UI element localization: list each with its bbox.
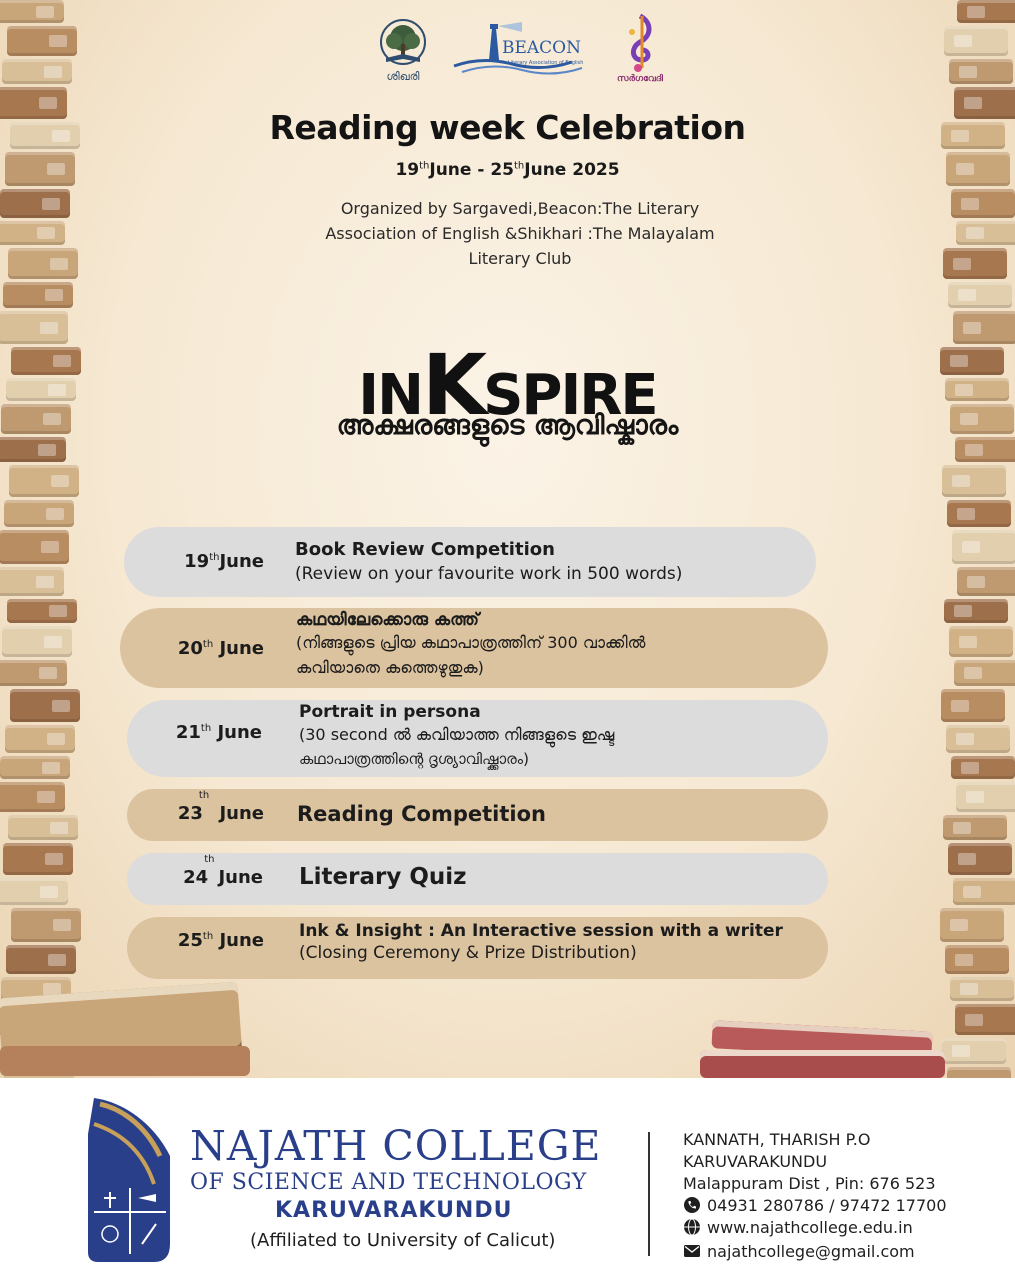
event-desc-line: (Closing Ceremony & Prize Distribution) [299,943,637,963]
date-day: 23 [177,803,203,824]
date-day: 24 [183,867,209,888]
book-band [49,605,67,617]
event-title: Book Review Competition [295,539,555,560]
book-band [959,636,977,648]
decorative-book [945,945,1009,974]
email-contact[interactable] [683,1242,915,1261]
start-day: 19 [395,160,420,180]
schedule-event [299,921,783,966]
book-band [38,444,56,456]
decorative-book [0,530,69,564]
decorative-book [942,1038,1006,1064]
date-month: June [219,803,264,824]
book-band [53,919,71,931]
book-band [959,66,977,78]
organized-by: Organized by Sargavedi,Beacon:The Literary Association of English &Shikhari :The Malayalam Literary Club [325,199,715,268]
book-band [45,289,63,301]
decorative-book [0,189,70,218]
decorative-book [8,248,78,279]
footer [0,1078,1015,1280]
decorative-book [957,0,1015,23]
book-band [42,762,60,774]
end-day-suffix: th [514,160,525,172]
event-name-part1: IN [358,363,422,428]
book-band [47,733,65,745]
decorative-book [953,878,1015,905]
globe-icon [683,1218,701,1236]
start-day-suffix: th [419,160,430,172]
date-suffix: th [202,639,214,650]
schedule-date [127,854,263,888]
schedule-row [127,853,828,905]
decorative-book [3,843,73,875]
decorative-book [947,1067,1011,1078]
phone-contact [683,1196,947,1215]
schedule-event [299,702,614,772]
decorative-book [951,756,1015,779]
decorative-book [6,945,76,974]
book-band [967,6,985,18]
decorative-book [955,1004,1015,1035]
decorative-book [0,878,68,905]
event-desc-line: (Review on your favourite work in 500 words) [295,564,683,584]
decorative-book [9,465,79,497]
decorative-book [944,26,1008,56]
book-band [965,1014,983,1026]
mail-icon [683,1242,701,1260]
decorative-book [940,908,1004,942]
bottom-right-book-2 [700,1050,945,1078]
book-band [963,322,981,334]
decorative-book [956,782,1015,812]
address-line: KARUVARAKUNDU [683,1152,828,1171]
schedule-date [127,790,264,824]
schedule-event [299,864,467,890]
schedule-row [120,608,828,688]
book-band [40,886,58,898]
schedule-row [127,917,828,979]
website-link[interactable]: www.najathcollege.edu.in [707,1218,913,1237]
start-rest: June - [429,160,491,180]
decorative-book [2,626,72,657]
book-band [48,954,66,966]
date-month: June [217,722,262,743]
schedule-row [127,789,828,841]
shikhari-logo [372,14,434,86]
schedule-event [297,802,546,826]
decorative-book [0,0,64,23]
book-band [49,35,67,47]
decorative-book [0,756,70,779]
decorative-book [944,599,1008,623]
book-band [961,198,979,210]
schedule-date [127,930,264,951]
book-band [41,541,59,553]
end-day: 25 [490,160,514,180]
beacon-sub: Literary Association of English [508,60,584,66]
date-month: June [218,867,263,888]
book-band [40,322,58,334]
date-suffix: th [202,931,214,942]
book-band [39,667,57,679]
college-affiliation: (Affiliated to University of Calicut) [250,1230,556,1251]
decorative-book [3,282,73,308]
date-day: 20 [177,638,203,659]
decorative-book [11,908,81,942]
book-band [44,66,62,78]
end-rest: June 2025 [524,160,620,180]
date-month: June [219,638,264,659]
event-desc-line: കഥാപാത്രത്തിന്റെ ദൃശ്യാവിഷ്ക്കാരം) [299,750,529,768]
book-band [956,733,974,745]
schedule-row [124,527,816,597]
book-band [953,822,971,834]
book-band [952,1045,970,1057]
event-title: Literary Quiz [299,864,467,890]
decorative-book [8,815,78,840]
decorative-book [4,500,74,527]
event-subtitle: അക്ഷരങ്ങളുടെ ആവിഷ്കാരം [336,410,679,441]
college-crest-logo [84,1094,176,1270]
decorative-book [941,689,1005,722]
book-band [36,6,54,18]
music-note-icon [612,12,668,74]
book-band [967,576,985,588]
decorative-book [949,59,1013,84]
book-band [960,983,978,995]
event-desc-line: (30 second ൽ കവിയാത്ത നിങ്ങളുടെ ഇഷ്ട [299,725,615,744]
event-dates [0,160,1015,180]
book-band [951,700,969,712]
decorative-book [10,689,80,722]
book-band [950,919,968,931]
schedule-event [295,539,682,587]
book-band [953,258,971,270]
bottom-left-book-2 [0,1046,250,1076]
book-band [962,541,980,553]
book-band [37,227,55,239]
book-band [958,289,976,301]
book-band [961,762,979,774]
decorative-book [956,221,1015,245]
event-title: Portrait in persona [299,702,481,722]
date-month: June [219,551,264,572]
decorative-book [952,530,1015,564]
event-title: Reading Competition [297,802,546,826]
schedule-row [127,700,828,777]
decorative-book [7,599,77,623]
book-band [46,508,64,520]
date-suffix: th [200,723,212,734]
book-band [36,576,54,588]
date-month: June [219,930,264,951]
college-name: NAJATH COLLEGE [190,1122,602,1170]
decorative-book [957,567,1015,596]
book-band [50,258,68,270]
book-band [954,605,972,617]
decorative-book [954,660,1015,686]
decorative-book [5,725,75,753]
book-band [966,791,984,803]
event-name-part3: SPIRE [483,363,657,428]
schedule-date [127,722,262,743]
college-place: KARUVARAKUNDU [275,1198,513,1223]
date-suffix: th [209,552,220,563]
book-band [37,791,55,803]
date-day: 19 [184,551,210,572]
phone-icon [683,1196,701,1214]
email-link[interactable]: najathcollege@gmail.com [707,1242,915,1261]
book-band [955,954,973,966]
decorative-book [943,815,1007,840]
event-desc-line: (നിങ്ങളുടെ പ്രിയ കഥാപാത്രത്തിന് 300 വാക്കിൽ [296,633,646,652]
decorative-book [948,282,1012,308]
address-line: Malappuram Dist , Pin: 676 523 [683,1174,936,1193]
book-band [965,444,983,456]
book-band [50,822,68,834]
decorative-book [0,782,65,812]
footer-divider [648,1132,650,1256]
date-day: 25 [177,930,203,951]
book-band [45,853,63,865]
book-band [44,636,62,648]
book-band [51,475,69,487]
schedule-event [296,610,645,680]
event-name-part2: K [422,336,484,434]
page-title: Reading week Celebration [269,108,746,147]
book-band [52,700,70,712]
book-band [964,667,982,679]
date-day: 21 [175,722,201,743]
date-suffix: th [198,790,210,801]
schedule-date [124,551,264,572]
book-band [963,886,981,898]
decorative-book [7,26,77,56]
decorative-book [0,567,64,596]
book-band [957,508,975,520]
decorative-book [943,248,1007,279]
shikhari-label: ശിഖരി [386,70,420,83]
event-desc-line: കവിയാതെ കത്തെഴുതുക) [296,658,484,677]
beacon-label: BEACON [502,38,581,58]
phone-number: 04931 280786 / 97472 17700 [707,1196,947,1215]
event-title: കഥയിലേക്കൊരു കത്ത് [296,610,479,630]
decorative-book [951,189,1015,218]
decorative-book [950,977,1014,1001]
decorative-book [947,500,1011,527]
web-contact[interactable] [683,1218,913,1237]
book-band [958,853,976,865]
address-line: KANNATH, THARISH P.O [683,1130,871,1149]
decorative-book [0,660,67,686]
book-band [966,227,984,239]
date-suffix: th [204,854,215,865]
event-title: Ink & Insight : An Interactive session with a writer [299,921,783,941]
decorative-book [0,221,65,245]
decorative-book [948,843,1012,875]
decorative-book [949,626,1013,657]
book-band [42,198,60,210]
sargavedi-label: സർഗവേദി [617,74,663,84]
book-band [954,35,972,47]
decorative-book [2,59,72,84]
college-subtitle: OF SCIENCE AND TECHNOLOGY [190,1170,587,1195]
decorative-book [946,725,1010,753]
book-band [952,475,970,487]
beacon-logo [452,22,592,78]
decorative-book [942,465,1006,497]
college-crest-icon [84,1094,176,1266]
schedule-date [120,638,264,659]
sargavedi-logo [612,12,668,86]
